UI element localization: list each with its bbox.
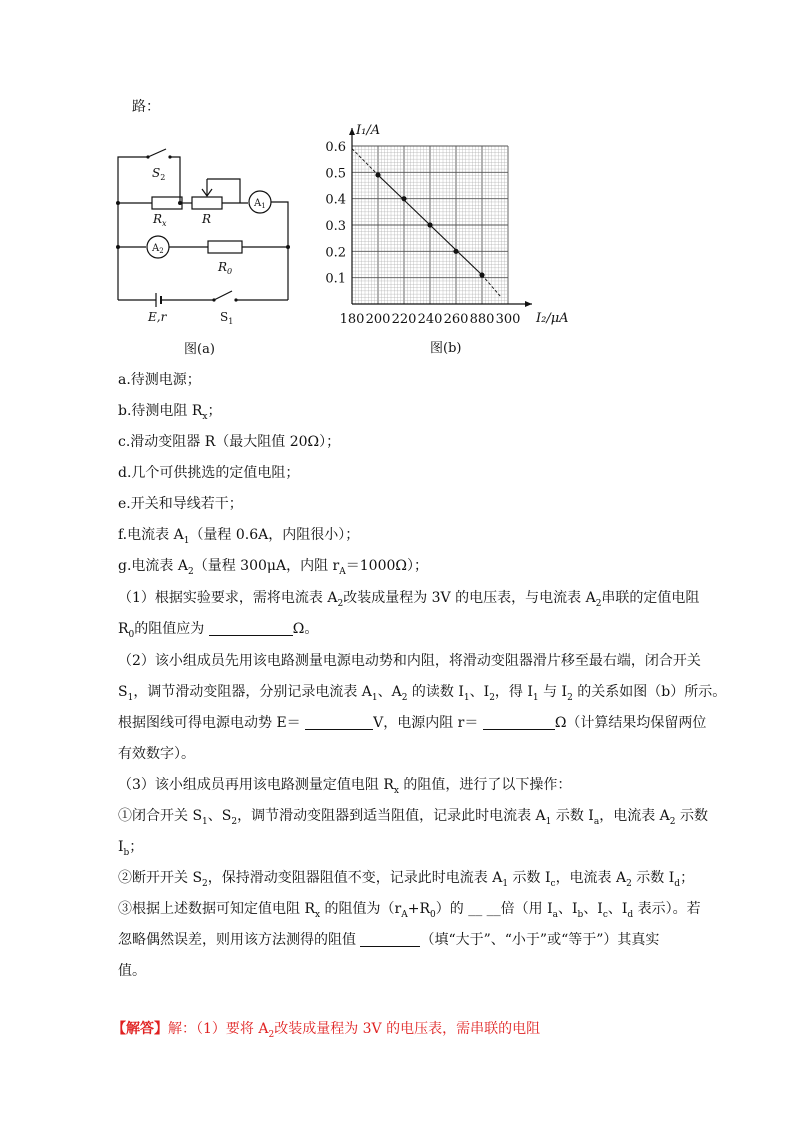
y-tick-label: 0.4 bbox=[325, 192, 346, 208]
y-tick-label: 0.2 bbox=[325, 245, 346, 261]
circuit-diagram bbox=[100, 135, 310, 360]
x-tick-label: 300 bbox=[495, 312, 521, 327]
switch-s1 bbox=[214, 291, 232, 300]
resistor-r0 bbox=[208, 241, 242, 253]
svg-text:E,r: E,r bbox=[148, 310, 167, 324]
svg-text:S2: $S_2$ bbox=[152, 166, 166, 182]
caption-a: 图(a) bbox=[184, 342, 215, 357]
item-d: d.几个可供挑选的定值电阻； bbox=[118, 465, 300, 481]
data-point bbox=[427, 222, 432, 227]
q2-line2: $S_1$，调节滑动变阻器，分别记录电流表 $A_1$、$A_2$ 的读数 $I_1$、$I_2$，得 $I_1$ 与 $I_2$ 的关系如图（b）所示。 bbox=[118, 684, 727, 703]
q3-line3: $I_b$； bbox=[118, 839, 144, 858]
chart-b bbox=[320, 118, 590, 358]
item-b: b.待测电阻 $R_x$； bbox=[118, 403, 222, 422]
caption-b: 图(b) bbox=[430, 341, 462, 356]
x-tick-label: 240 bbox=[417, 312, 443, 327]
data-point bbox=[453, 249, 458, 254]
q3-line6: 忽略偶然误差，则用该方法测得的阻值 （填“大于”、“小于”或“等于”）其真实 bbox=[118, 932, 660, 948]
data-point bbox=[375, 172, 380, 177]
data-point bbox=[479, 272, 484, 277]
y-axis-label: I₁/A bbox=[356, 123, 381, 138]
answer-line: 【解答】解：（1）要将 $A_2$改装成量程为 3V 的电压表，需串联的电阻 bbox=[112, 1021, 541, 1040]
y-tick-label: 0.3 bbox=[325, 219, 346, 234]
svg-text:A1: $A_1$ bbox=[254, 198, 266, 210]
x-tick-label: 220 bbox=[391, 312, 417, 327]
q3-line7: 值。 bbox=[118, 963, 146, 979]
y-tick-label: 0.6 bbox=[325, 140, 346, 155]
q2-line3: 根据图线可得电源电动势 E＝ V，电源内阻 r＝ Ω（计算结果均保留两位 bbox=[118, 715, 707, 731]
answer-blank-r0[interactable] bbox=[209, 621, 293, 636]
data-point bbox=[401, 196, 406, 201]
rheostat-r bbox=[192, 197, 222, 209]
svg-text:R0: $R_0$ bbox=[218, 260, 233, 276]
q2-line1: （2）该小组成员先用该电路测量电源电动势和内阻，将滑动变阻器滑片移至最右端，闭合开关 bbox=[118, 653, 701, 669]
answer-blank-compare[interactable] bbox=[360, 932, 420, 947]
y-tick-label: 0.1 bbox=[325, 271, 346, 287]
y-axis-arrow bbox=[349, 128, 355, 135]
svg-text:A2: $A_2$ bbox=[152, 243, 164, 255]
x-tick-label: 260 bbox=[443, 312, 469, 327]
svg-text:S1: $S_1$ bbox=[220, 310, 234, 326]
item-g: g.电流表 $A_2$（量程 300μA，内阻 $r_A=1000\Omega$）； bbox=[118, 558, 428, 577]
y-tick-label: 0.5 bbox=[325, 166, 346, 182]
answer-blank-r[interactable] bbox=[483, 715, 555, 730]
x-tick-label: 880 bbox=[469, 312, 495, 327]
q1-line1: （1）根据实验要求，需将电流表 $A_2$改装成量程为 3V 的电压表，与电流表 $A_2$串联的定值电阻 bbox=[118, 590, 700, 609]
q3-line1: （3）该小组成员再用该电路测量定值电阻 $R_x$ 的阻值，进行了以下操作： bbox=[118, 777, 572, 796]
x-tick-label: 180 bbox=[339, 312, 365, 327]
q3-line2: ①闭合开关 $S_1$、$S_2$，调节滑动变阻器到适当阻值，记录此时电流表 $A_1$ 示数 $I_a$，电流表 $A_2$ 示数 bbox=[118, 808, 708, 827]
item-a: a.待测电源； bbox=[118, 372, 201, 388]
x-axis-label: I₂/μA bbox=[536, 311, 569, 326]
x-axis-arrow bbox=[525, 301, 532, 307]
q2-line4: 有效数字）。 bbox=[118, 746, 195, 762]
answer-blank-e[interactable] bbox=[305, 715, 373, 730]
item-c: c.滑动变阻器 R（最大阻值 20Ω）； bbox=[118, 434, 341, 450]
intro-text: 路： bbox=[132, 99, 160, 115]
resistor-rx bbox=[152, 197, 182, 209]
q3-line5: ③根据上述数据可知定值电阻 $R_x$ 的阻值为$(r_A+R_0)$的 __ __倍（用 $I_a$、$I_b$、$I_c$、$I_d$ 表示）。若 bbox=[118, 901, 701, 920]
switch-s2 bbox=[148, 149, 166, 157]
item-e: e.开关和导线若干； bbox=[118, 496, 243, 512]
svg-text:Rx: $R_x$ bbox=[153, 212, 167, 228]
q1-line2: $R_0$的阻值应为 Ω。 bbox=[118, 621, 319, 640]
q3-line4: ②断开开关 $S_2$，保持滑动变阻器阻值不变，记录此时电流表 $A_1$ 示数 $I_c$，电流表 $A_2$ 示数 $I_d$； bbox=[118, 870, 695, 889]
x-tick-label: 200 bbox=[365, 312, 391, 327]
fit-line-extension bbox=[482, 275, 500, 296]
item-f: f.电流表 $A_1$（量程 0.6A，内阻很小）； bbox=[118, 527, 360, 546]
svg-text:R: R bbox=[202, 212, 212, 226]
